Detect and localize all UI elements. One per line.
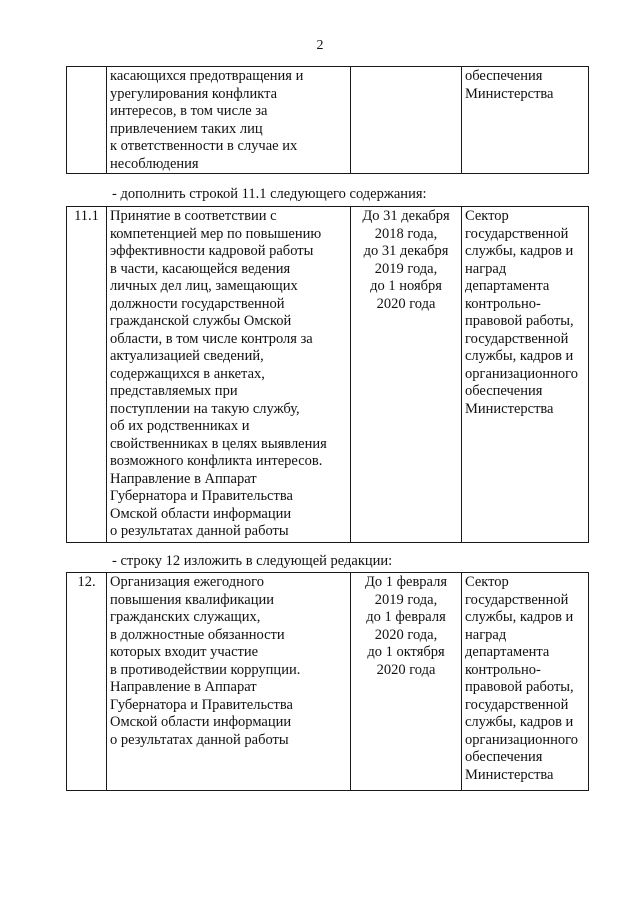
text-line: до 1 февраля [366, 609, 446, 625]
text-line: 2019 года, [374, 591, 438, 608]
text-line: эффективности кадровой работы [110, 243, 314, 259]
description-cell [107, 207, 351, 543]
text-line: наград [465, 626, 507, 643]
description-cell [107, 573, 351, 791]
text-line: повышения квалификации [110, 591, 274, 608]
text-line: службы, кадров и [465, 714, 574, 730]
text-line: До 31 декабря [362, 208, 450, 224]
text-line: области, в том числе контроля за [110, 330, 313, 347]
text-line: об их родственниках и [110, 418, 250, 434]
text-line: Направление в Аппарат [110, 470, 257, 487]
deadline-cell [351, 573, 462, 791]
text-line: правовой работы, [465, 679, 574, 695]
responsible-cell [462, 67, 589, 174]
intro-line-11-1: - дополнить строкой 11.1 следующего содержания: [112, 186, 427, 202]
text-line: Принятие в соответствии с [110, 208, 277, 224]
text-line: до 1 ноября [370, 278, 442, 294]
text-line: к ответственности в случае их [110, 138, 298, 154]
text-line: актуализацией сведений, [110, 348, 264, 364]
table-row-12 [67, 573, 589, 791]
text-line: Омской области информации [110, 505, 292, 522]
row-11-1-table [66, 206, 589, 543]
description-cell [107, 67, 351, 174]
text-line: организационного [465, 731, 578, 748]
text-line: наград [465, 260, 507, 277]
intro-line-12: - строку 12 изложить в следующей редакции: [112, 553, 393, 569]
row-number-cell [67, 67, 107, 174]
text-line: урегулирования конфликта [110, 85, 278, 102]
row-number-cell: 11.1 [67, 207, 107, 543]
text-line: службы, кадров и [465, 609, 574, 625]
row-12-table [66, 572, 589, 791]
text-line: 2020 года [376, 295, 436, 312]
text-line: департамента [465, 278, 550, 294]
text-line: государственной [465, 696, 569, 713]
text-line: Министерства [465, 400, 554, 417]
text-line: службы, кадров и [465, 243, 574, 259]
text-line: интересов, в том числе за [110, 103, 268, 119]
text-line: о результатах данной работы [110, 523, 289, 539]
text-line: Губернатора и Правительства [110, 488, 293, 504]
text-line: представляемых при [110, 383, 238, 399]
text-line: личных дел лиц, замещающих [110, 278, 298, 294]
text-line: организационного [465, 365, 578, 382]
text-line: департамента [465, 644, 550, 660]
text-line: о результатах данной работы [110, 731, 289, 748]
deadline-cell [351, 67, 462, 174]
text-line: правовой работы, [465, 313, 574, 329]
text-line: несоблюдения [110, 155, 199, 172]
text-line: 2019 года, [374, 260, 438, 277]
text-line: обеспечения [465, 68, 543, 84]
text-line: Организация ежегодного [110, 574, 264, 590]
table-row-continuation [67, 67, 589, 174]
text-line: Направление в Аппарат [110, 679, 257, 695]
deadline-cell [351, 207, 462, 543]
text-line: которых входит участие [110, 644, 259, 660]
text-line: Губернатора и Правительства [110, 696, 293, 713]
text-line: Сектор [465, 208, 509, 224]
text-line: службы, кадров и [465, 348, 574, 364]
text-line: до 31 декабря [363, 243, 449, 259]
text-line: государственной [465, 591, 569, 608]
text-line: до 1 октября [367, 644, 445, 660]
responsible-cell [462, 573, 589, 791]
page-number: 2 [316, 38, 324, 53]
text-line: Сектор [465, 574, 509, 590]
text-line: в части, касающейся ведения [110, 260, 291, 277]
text-line: 2020 года, [374, 626, 438, 643]
text-line: Министерства [465, 766, 554, 783]
text-line: Омской области информации [110, 714, 292, 730]
text-line: обеспечения [465, 749, 543, 765]
text-line: свойственниках в целях выявления [110, 435, 327, 452]
text-line: содержащихся в анкетах, [110, 365, 265, 382]
text-line: государственной [465, 330, 569, 347]
text-line: государственной [465, 225, 569, 242]
row-number-cell: 12. [67, 573, 107, 791]
text-line: обеспечения [465, 383, 543, 399]
text-line: в должностные обязанности [110, 626, 285, 643]
text-line: компетенцией мер по повышению [110, 225, 322, 242]
text-line: Министерства [465, 85, 554, 102]
text-line: в противодействии коррупции. [110, 661, 301, 678]
text-line: гражданской службы Омской [110, 313, 292, 329]
text-line: касающихся предотвращения и [110, 68, 304, 84]
text-line: контрольно- [465, 295, 541, 312]
responsible-cell [462, 207, 589, 543]
text-line: контрольно- [465, 661, 541, 678]
text-line: поступлении на такую службу, [110, 400, 300, 417]
text-line: 2020 года [376, 661, 436, 678]
text-line: 2018 года, [374, 225, 438, 242]
continuation-table [66, 66, 589, 174]
text-line: возможного конфликта интересов. [110, 453, 323, 469]
text-line: До 1 февраля [364, 574, 448, 590]
text-line: должности государственной [110, 295, 285, 312]
text-line: привлечением таких лиц [110, 120, 263, 137]
text-line: гражданских служащих, [110, 609, 261, 625]
table-row-11-1 [67, 207, 589, 543]
